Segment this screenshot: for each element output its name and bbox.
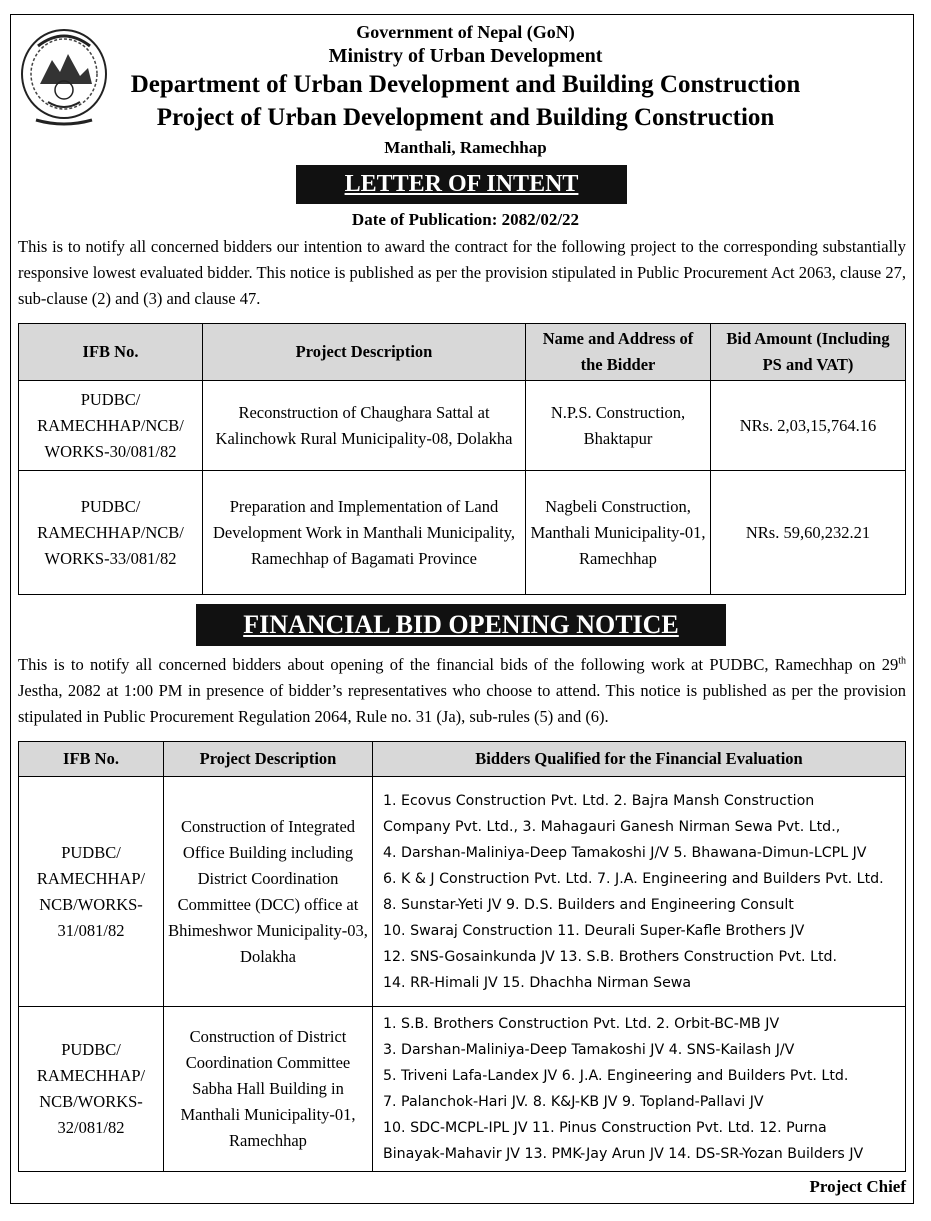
- fbo-intro-text-continued: Jestha, 2082 at 1:00 PM in presence of bidder’s representatives who choose to attend. This notice is published as per the provision stipulated in Public Procurement Regulation 2064, Rule no. 31 (Ja), sub-rules (5) and (6).: [18, 681, 906, 726]
- fbo-intro-paragraph: [18, 652, 906, 730]
- letter-of-intent-banner: LETTER OF INTENT: [296, 165, 627, 204]
- loi-header-description: Project Description: [203, 324, 526, 381]
- list-item: 8. Sunstar-Yeti JV 9. D.S. Builders and Engineering Consult: [383, 896, 794, 913]
- ifb-number: PUDBC/ RAMECHHAP/NCB/ WORKS-30/081/82: [19, 381, 203, 471]
- location: Manthali, Ramechhap: [384, 138, 547, 157]
- table-row: [19, 1007, 906, 1172]
- ministry-title: Ministry of Urban Development: [328, 45, 603, 67]
- loi-header-row: [19, 324, 906, 381]
- project-description: Preparation and Implementation of Land Development Work in Manthali Municipality, Ramechhap of Bagamati Province: [203, 471, 526, 595]
- table-row: [19, 471, 906, 595]
- qualified-bidders-list: [373, 1007, 906, 1172]
- project-description: Reconstruction of Chaughara Sattal at Kalinchowk Rural Municipality-08, Dolakha: [203, 381, 526, 471]
- fbo-header-bidders: Bidders Qualified for the Financial Evaluation: [373, 742, 906, 777]
- qualified-bidders-list: [373, 777, 906, 1007]
- financial-bid-opening-banner: FINANCIAL BID OPENING NOTICE: [196, 604, 726, 646]
- list-item: 5. Triveni Lafa-Landex JV 6. J.A. Engineering and Builders Pvt. Ltd.: [383, 1068, 849, 1084]
- loi-table: [18, 323, 906, 595]
- table-row: [19, 381, 906, 471]
- list-item: 4. Darshan-Maliniya-Deep Tamakoshi J/V 5. Bhawana-Dimun-LCPL JV: [383, 844, 867, 861]
- bidder-name: N.P.S. Construction, Bhaktapur: [526, 381, 711, 471]
- list-item: 1. Ecovus Construction Pvt. Ltd. 2. Bajra Mansh Construction: [383, 792, 815, 809]
- list-item: 6. K & J Construction Pvt. Ltd. 7. J.A. Engineering and Builders Pvt. Ltd.: [383, 870, 884, 887]
- list-item: 14. RR-Himali JV 15. Dhachha Nirman Sewa: [383, 974, 692, 991]
- list-item: 3. Darshan-Maliniya-Deep Tamakoshi JV 4. SNS-Kailash J/V: [383, 1042, 795, 1058]
- list-item: 1. S.B. Brothers Construction Pvt. Ltd. 2. Orbit-BC-MB JV: [383, 1016, 780, 1032]
- project-description: Construction of Integrated Office Building including District Coordination Committee (DCC) office at Bhimeshwor Municipality-03, Dolakha: [164, 777, 373, 1007]
- bid-amount: NRs. 2,03,15,764.16: [711, 381, 906, 471]
- loi-header-ifb: IFB No.: [19, 324, 203, 381]
- list-item: Binayak-Mahavir JV 13. PMK-Jay Arun JV 14. DS-SR-Yozan Builders JV: [383, 1146, 864, 1162]
- government-title: Government of Nepal (GoN): [356, 22, 575, 42]
- fbo-intro-superscript: th: [898, 655, 906, 667]
- list-item: 10. SDC-MCPL-IPL JV 11. Pinus Construction Pvt. Ltd. 12. Purna: [383, 1120, 827, 1136]
- fbo-header-ifb: IFB No.: [19, 742, 164, 777]
- loi-header-bidder: Name and Address of the Bidder: [526, 324, 711, 381]
- list-item: 7. Palanchok-Hari JV. 8. K&J-KB JV 9. Topland-Pallavi JV: [383, 1094, 764, 1110]
- fbo-intro-text: This is to notify all concerned bidders about opening of the financial bids of the following work at PUDBC, Ramechhap on 29: [18, 655, 899, 674]
- publication-date: Date of Publication: 2082/02/22: [351, 210, 580, 229]
- ifb-number: PUDBC/ RAMECHHAP/NCB/ WORKS-33/081/82: [19, 471, 203, 595]
- loi-intro-paragraph: This is to notify all concerned bidders our intention to award the contract for the following project to the corresponding substantially responsive lowest evaluated bidder. This notice is published as per the provision stipulated in Public Procurement Act 2063, clause 27, sub-clause (2) and (3) and clause 47.: [18, 237, 906, 308]
- list-item: 12. SNS-Gosainkunda JV 13. S.B. Brothers Construction Pvt. Ltd.: [383, 948, 838, 965]
- list-item: Company Pvt. Ltd., 3. Mahagauri Ganesh Nirman Sewa Pvt. Ltd.,: [383, 818, 841, 835]
- signature: Project Chief: [809, 1177, 906, 1196]
- project-title: Project of Urban Development and Building Construction: [156, 104, 775, 131]
- bidder-name: Nagbeli Construction, Manthali Municipality-01, Ramechhap: [526, 471, 711, 595]
- ifb-number: PUDBC/ RAMECHHAP/ NCB/WORKS- 31/081/82: [19, 777, 164, 1007]
- loi-header-amount: Bid Amount (Including PS and VAT): [711, 324, 906, 381]
- project-description: Construction of District Coordination Committee Sabha Hall Building in Manthali Municipality-01, Ramechhap: [164, 1007, 373, 1172]
- list-item: 10. Swaraj Construction 11. Deurali Super-Kafle Brothers JV: [383, 922, 805, 939]
- department-title: Department of Urban Development and Building Construction: [130, 71, 801, 98]
- fbo-header-description: Project Description: [164, 742, 373, 777]
- fbo-table: [18, 741, 906, 1172]
- bid-amount: NRs. 59,60,232.21: [711, 471, 906, 595]
- ifb-number: PUDBC/ RAMECHHAP/ NCB/WORKS- 32/081/82: [19, 1007, 164, 1172]
- fbo-header-row: [19, 742, 906, 777]
- table-row: [19, 777, 906, 1007]
